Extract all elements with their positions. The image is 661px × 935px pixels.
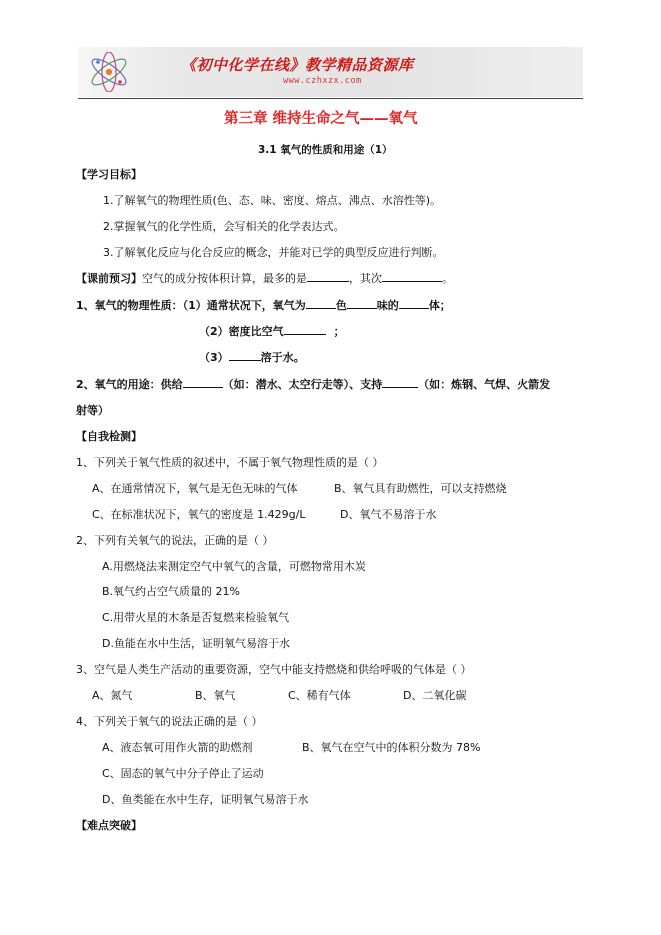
q4-option-a: A、液态氧可用作火箭的助燃剂: [102, 741, 253, 754]
chapter-title: 第三章 维持生命之气——氧气: [224, 111, 418, 127]
preview-text-b: ，其次: [349, 272, 382, 285]
phys-label: 1、氧气的物理性质：: [76, 299, 183, 312]
q2-option-a: A.用燃烧法来测定空气中氧气的含量，可燃物常用木炭: [102, 560, 366, 573]
q2-option-d: D.鱼能在水中生活，证明氧气易溶于水: [102, 637, 290, 650]
answer-blank[interactable]: [284, 323, 326, 335]
q4-option-d: D、鱼类能在水中生存，证明氧气易溶于水: [102, 793, 309, 806]
q3-option-c: C、稀有气体: [288, 689, 351, 702]
q4-option-b: B、氧气在空气中的体积分数为 78%: [302, 741, 481, 754]
header-divider: [78, 98, 583, 99]
q1-option-a: A、在通常情况下，氧气是无色无味的气体: [92, 482, 298, 495]
use-line-1: [76, 376, 550, 392]
q3-option-a: A、氮气: [92, 689, 133, 702]
q2-option-c: C.用带火星的木条是否复燃来检验氧气: [102, 611, 290, 624]
answer-blank[interactable]: [399, 297, 429, 309]
q1-option-b: B、氧气具有助燃性，可以支持燃烧: [334, 482, 507, 495]
check-heading: 【自我检测】: [76, 430, 142, 443]
difficulty-heading: 【难点突破】: [76, 819, 142, 832]
q2-stem: 2、下列有关氧气的说法，正确的是（ ）: [76, 534, 274, 547]
answer-blank[interactable]: [307, 270, 349, 282]
answer-blank[interactable]: [306, 297, 336, 309]
preview-heading: 【课前预习】: [76, 272, 142, 285]
use-line-2: 射等）: [76, 404, 109, 417]
goals-heading: 【学习目标】: [76, 168, 142, 181]
q3-option-d: D、二氧化碳: [403, 689, 467, 702]
phys-text: 溶于水。: [260, 351, 305, 364]
use-text: 2、氧气的用途：供给: [76, 378, 183, 391]
goal-item-2: 2.掌握氧气的化学性质，会写相关的化学表达式。: [103, 220, 345, 233]
q1-option-d: D、氧气不易溶于水: [340, 508, 437, 521]
q1-option-c: C、在标准状况下，氧气的密度是 1.429g/L: [92, 508, 306, 521]
phys-text: （3）: [199, 351, 229, 364]
atom-logo-icon: [86, 52, 132, 92]
q3-option-b: B、氧气: [195, 689, 236, 702]
banner-title: 《初中化学在线》教学精品资源库: [181, 56, 414, 74]
phys-text: 味的: [376, 299, 399, 312]
answer-blank[interactable]: [347, 297, 377, 309]
use-text: （如：炼钢、气焊、火箭发: [418, 378, 551, 391]
phys-text: （1）通常状况下，氧气为: [182, 299, 306, 312]
q1-stem: 1、下列关于氧气性质的叙述中，不属于氧气物理性质的是（ ）: [76, 456, 384, 469]
phys-text: 体；: [428, 299, 451, 312]
q3-stem: 3、空气是人类生产活动的重要资源，空气中能支持燃烧和供给呼吸的气体是（ ）: [76, 663, 472, 676]
phys-text: ；: [333, 325, 345, 338]
preview-text-c: 。: [442, 272, 453, 285]
q2-option-b: B.氧气约占空气质量的 21%: [102, 585, 240, 598]
phys-line-3: [199, 349, 305, 365]
goal-item-1: 1.了解氧气的物理性质(色、态、味、密度、熔点、沸点、水溶性等)。: [103, 194, 442, 207]
section-title: 3.1 氧气的性质和用途（1）: [258, 144, 393, 156]
phys-line-1: [76, 297, 451, 313]
answer-blank[interactable]: [382, 376, 418, 388]
phys-line-2: [199, 323, 345, 339]
q4-stem: 4、下列关于氧气的说法正确的是（ ）: [76, 715, 263, 728]
answer-blank[interactable]: [382, 270, 442, 282]
preview-line: [76, 270, 453, 286]
use-text: （如：潜水、太空行走等）、支持: [222, 378, 383, 391]
goal-item-3: 3.了解氧化反应与化合反应的概念，并能对已学的典型反应进行判断。: [103, 246, 444, 259]
preview-text-a: 空气的成分按体积计算，最多的是: [142, 272, 307, 285]
q4-option-c: C、固态的氧气中分子停止了运动: [102, 767, 264, 780]
phys-text: （2）密度比空气: [199, 325, 284, 338]
banner-url: www.czhxzx.com: [283, 76, 362, 86]
phys-text: 色: [335, 299, 347, 312]
answer-blank[interactable]: [183, 376, 223, 388]
answer-blank[interactable]: [229, 349, 261, 361]
